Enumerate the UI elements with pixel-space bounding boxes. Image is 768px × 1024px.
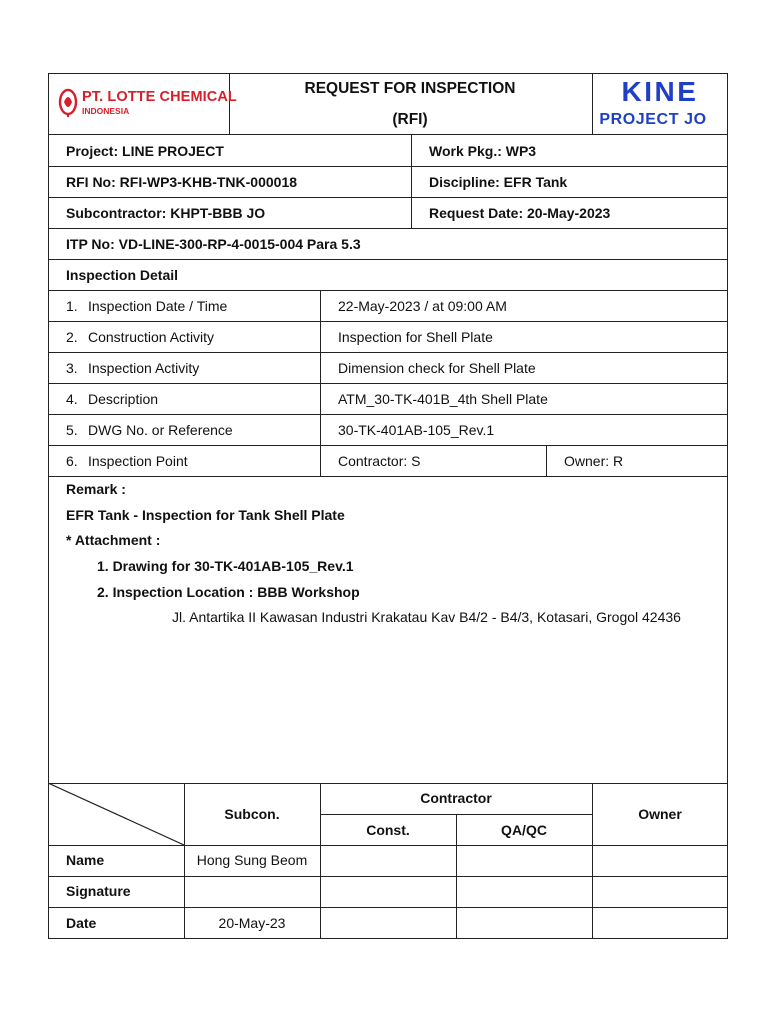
detail-label: Inspection Activity — [88, 360, 200, 376]
contractor-inspection-point: Contractor: S — [338, 453, 421, 469]
detail-value: 22-May-2023 / at 09:00 AM — [338, 298, 507, 314]
col-divider — [546, 445, 547, 476]
row-divider — [48, 845, 728, 846]
detail-label: Inspection Date / Time — [88, 298, 228, 314]
col-divider — [320, 290, 321, 476]
attachment-item: 2. Inspection Location : BBB Workshop — [97, 584, 360, 600]
logo-company-name: PT. LOTTE CHEMICAL — [82, 89, 237, 105]
request-date-field: Request Date: 20-May-2023 — [429, 205, 611, 221]
detail-number: 3. — [66, 360, 78, 376]
detail-value: ATM_30-TK-401B_4th Shell Plate — [338, 391, 548, 407]
name-row-label: Name — [66, 852, 105, 868]
remark-text: EFR Tank - Inspection for Tank Shell Plate — [66, 507, 345, 523]
detail-label: Inspection Point — [88, 453, 188, 469]
row-divider — [48, 876, 728, 877]
work-package-field: Work Pkg.: WP3 — [429, 143, 537, 159]
detail-number: 5. — [66, 422, 78, 438]
col-divider — [456, 814, 457, 939]
row-divider — [48, 321, 728, 322]
subcon-date: 20-May-23 — [218, 915, 286, 931]
header-diagonal — [48, 783, 184, 845]
logo-country: INDONESIA — [82, 106, 130, 116]
row-divider — [48, 907, 728, 908]
row-divider — [48, 134, 728, 135]
kine-brand-logo: KINE — [621, 76, 699, 107]
project-field: Project: LINE PROJECT — [66, 143, 224, 159]
date-row-label: Date — [66, 915, 97, 931]
detail-number: 6. — [66, 453, 78, 469]
subcontractor-field: Subcontractor: KHPT-BBB JO — [66, 205, 266, 221]
itp-number-field: ITP No: VD-LINE-300-RP-4-0015-004 Para 5.3 — [66, 236, 361, 252]
row-divider — [48, 352, 728, 353]
detail-number: 2. — [66, 329, 78, 345]
lotte-chemical-logo — [58, 88, 237, 118]
detail-value: 30-TK-401AB-105_Rev.1 — [338, 422, 495, 438]
row-divider — [48, 476, 728, 477]
rfi-number-field: RFI No: RFI-WP3-KHB-TNK-000018 — [66, 174, 298, 190]
row-divider — [48, 445, 728, 446]
row-divider — [48, 383, 728, 384]
row-divider — [48, 166, 728, 167]
detail-value: Inspection for Shell Plate — [338, 329, 493, 345]
subcon-column-header: Subcon. — [224, 806, 280, 822]
col-divider — [592, 73, 593, 134]
attachment-heading: * Attachment : — [66, 532, 161, 548]
lotte-emblem-icon — [58, 88, 78, 118]
signature-row-label: Signature — [66, 883, 131, 899]
col-divider — [320, 783, 321, 939]
detail-label: Description — [88, 391, 159, 407]
form-title: REQUEST FOR INSPECTION — [304, 80, 516, 97]
detail-value: Dimension check for Shell Plate — [338, 360, 536, 376]
row-divider — [48, 197, 728, 198]
contractor-column-header: Contractor — [420, 790, 492, 806]
attachment-item: 1. Drawing for 30-TK-401AB-105_Rev.1 — [97, 558, 354, 574]
inspection-address: Jl. Antartika II Kawasan Industri Krakatau Kav B4/2 - B4/3, Kotasari, Grogol 42436 — [172, 609, 681, 625]
row-divider — [48, 259, 728, 260]
remark-heading: Remark : — [66, 481, 126, 497]
detail-label: DWG No. or Reference — [88, 422, 233, 438]
qaqc-column-header: QA/QC — [501, 822, 547, 838]
col-divider — [592, 783, 593, 939]
row-divider — [48, 290, 728, 291]
detail-number: 4. — [66, 391, 78, 407]
inspection-detail-heading: Inspection Detail — [66, 267, 179, 283]
const-column-header: Const. — [366, 822, 410, 838]
row-divider — [48, 414, 728, 415]
subcon-name: Hong Sung Beom — [196, 852, 308, 868]
col-divider — [411, 134, 412, 228]
kine-brand-subtitle: PROJECT JO — [599, 111, 707, 128]
detail-label: Construction Activity — [88, 329, 215, 345]
row-divider — [48, 228, 728, 229]
owner-column-header: Owner — [638, 806, 682, 822]
owner-inspection-point: Owner: R — [564, 453, 624, 469]
form-subtitle: (RFI) — [392, 111, 428, 128]
detail-number: 1. — [66, 298, 78, 314]
col-divider — [184, 783, 185, 939]
discipline-field: Discipline: EFR Tank — [429, 174, 568, 190]
